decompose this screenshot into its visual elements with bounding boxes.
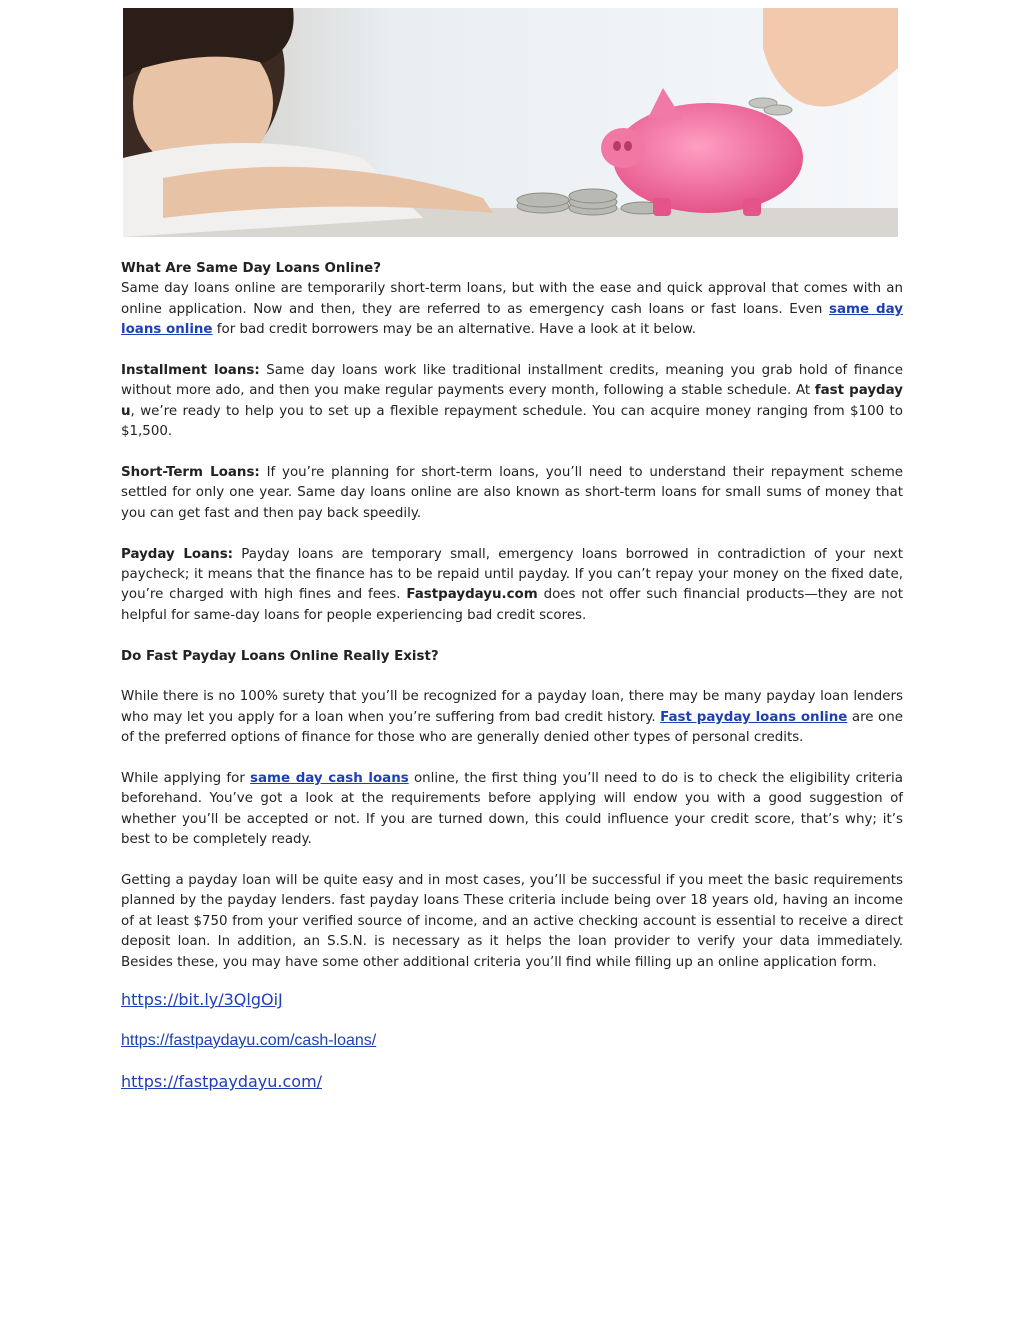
paragraph-short-term	[121, 463, 903, 524]
exist-text: While there is no 100% surety that you’ll be recognized for a payday loan, there may be many payday loan lenders who may let you apply for a loan when you’re suffering from bad credit history.	[121, 689, 903, 725]
getting-text: Getting a payday loan will be quite easy and in most cases, you’ll be successful if you meet the basic requirements planned by the payday lenders. fast payday loans These criteria include being over 18 years old, having an income of at least $750 from your verified source of income, and an active checking account is essential to receive a direct deposit loan. In addition, an S.S.N. is necessary as it helps the loan provider to verify your data immediately. Besides these, you may have some other additional criteria you’ll find while filling up an online application form.	[121, 873, 903, 970]
section-what-are-same-day-loans	[121, 259, 903, 341]
cash-loans-url-link[interactable]: https://fastpaydayu.com/cash-loans/	[121, 1032, 377, 1049]
applying-text: While applying for	[121, 771, 251, 787]
fast-payday-u-brand: fast payday u	[121, 383, 903, 419]
paragraph-payday	[121, 545, 903, 627]
short-term-text: If you’re planning for short-term loans, you’ll need to understand their repayment scheme settled for only one year. Same day loans online are also known as short-term loans for small sums of money that you can get fast and then pay back speedily.	[121, 465, 903, 521]
article-body	[121, 259, 903, 994]
hero-image	[123, 8, 898, 237]
payday-text: Payday loans are temporary small, emergency loans borrowed in contradiction of your next paycheck; it means that the finance has to be repaid until payday. If you can’t repay your money on the fixed date, you’re charged with high fines and fees.	[121, 546, 903, 603]
same-day-cash-loans-link[interactable]: same day cash loans	[250, 771, 409, 787]
installment-label: Installment loans:	[121, 363, 260, 379]
intro-text: Same day loans online are temporarily short-term loans, but with the ease and quick approval that comes with an online application. Now and then, they are referred to as emergency cash loans or fast loans. Even	[121, 281, 903, 317]
applying-text-end: online, the first thing you’ll need to do is to check the eligibility criteria beforehand. You’ve got a look at the requirements before applying will endow you with a good suggestion of whether you’ll be accepted or not. If you are turned down, this could influence your credit score, that’s why; it’s best to be completely ready.	[121, 771, 903, 848]
fastpaydayu-brand: Fastpaydayu.com	[406, 587, 538, 603]
paragraph-exist	[121, 687, 903, 748]
fastpaydayu-home-url-link[interactable]: https://fastpaydayu.com/	[121, 1072, 323, 1091]
paragraph-installment	[121, 361, 903, 443]
paragraph-getting	[121, 871, 903, 973]
payday-text-end: does not offer such financial products—they are not helpful for same-day loans for people experiencing bad credit scores.	[121, 587, 904, 623]
installment-text-end: , we’re ready to help you to set up a flexible repayment schedule. You can acquire money ranging from $100 to $1,500.	[121, 403, 903, 440]
payday-label: Payday Loans:	[121, 546, 234, 562]
child-saving-coins-piggy-bank-icon	[123, 8, 898, 237]
bitly-url-link[interactable]: https://bit.ly/3QlgOiJ	[121, 990, 283, 1009]
same-day-loans-online-link[interactable]: same day loans online	[121, 301, 903, 338]
installment-text: Same day loans work like traditional installment credits, meaning you grab hold of finance without more ado, and then you make regular payments every month, following a stable schedule. At	[121, 363, 903, 399]
heading-what-are-same-day-loans: What Are Same Day Loans Online?	[121, 261, 382, 276]
short-term-label: Short-Term Loans:	[121, 465, 260, 481]
intro-text-end: for bad credit borrowers may be an alternative. Have a look at it below.	[212, 322, 696, 338]
section-do-fast-payday-loans-exist	[121, 647, 903, 667]
heading-do-fast-payday-loans-exist: Do Fast Payday Loans Online Really Exist?	[121, 648, 439, 664]
exist-text-end: are one of the preferred options of finance for those who are generally denied other types of personal credits.	[121, 709, 903, 746]
paragraph-applying	[121, 769, 903, 851]
fast-payday-loans-online-link[interactable]: Fast payday loans online	[660, 709, 848, 725]
